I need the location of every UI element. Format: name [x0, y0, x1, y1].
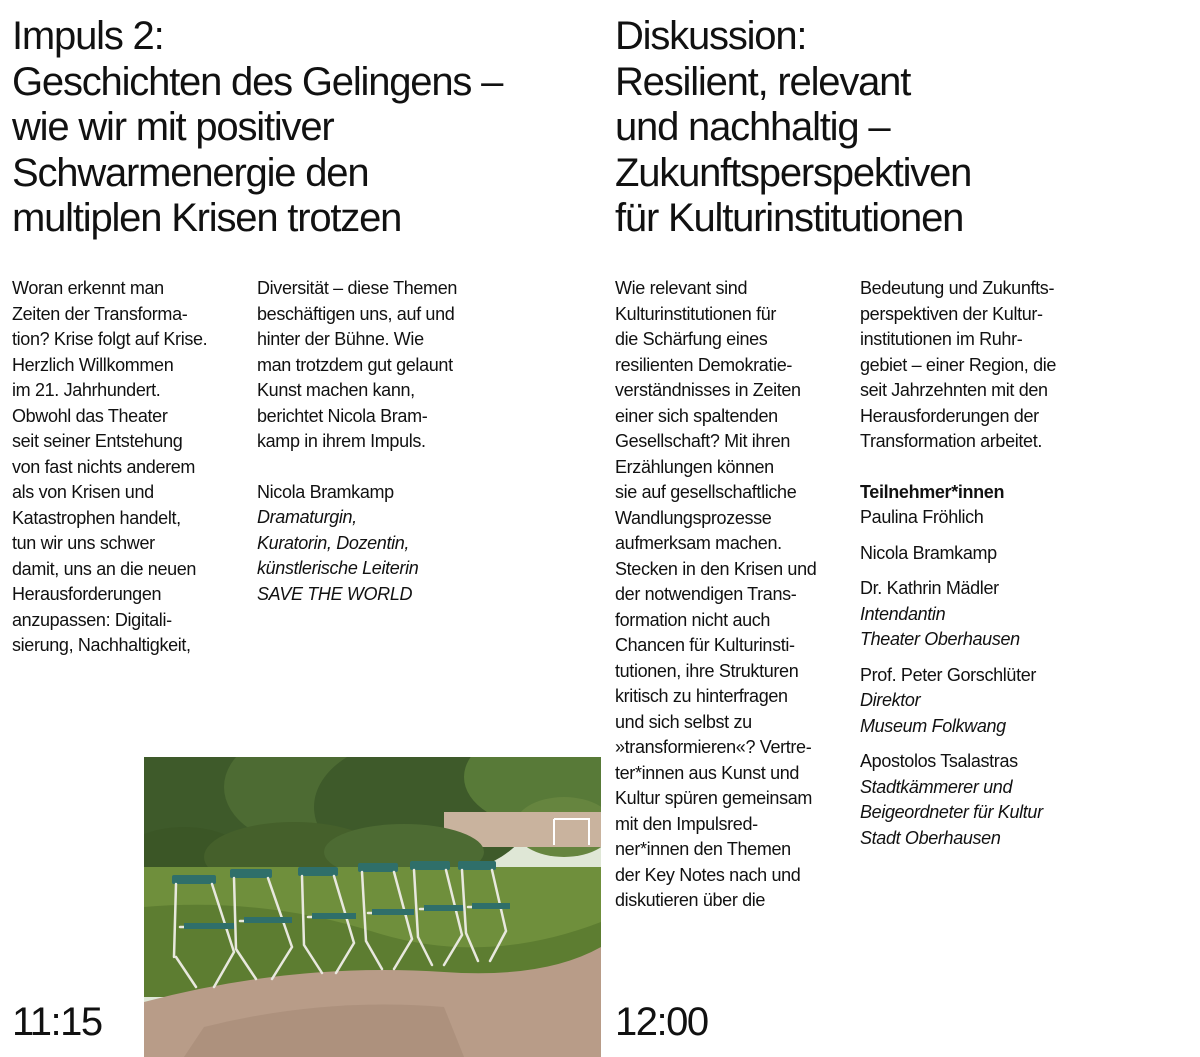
speaker-role: Kuratorin, Dozentin, — [257, 532, 410, 553]
participants-heading: Teilnehmer*innen — [860, 481, 1005, 502]
impulse-title-line: Geschichten des Gelingens – — [12, 59, 503, 104]
spacer — [860, 531, 1190, 541]
body-line: sie auf gesellschaftliche — [615, 482, 797, 502]
impulse-body-column-2 — [257, 276, 497, 607]
body-line: anzupassen: Digitali- — [12, 609, 172, 630]
impulse-title — [12, 14, 502, 242]
body-line: Woran erkennt man — [12, 278, 164, 298]
body-line: formation nicht auch — [615, 609, 771, 630]
body-line: Transformation arbeitet. — [860, 431, 1043, 451]
discussion-title-line: Diskussion: — [615, 14, 807, 58]
body-line: damit, uns an die neuen — [12, 558, 197, 579]
body-line: aufmerksam machen. — [615, 533, 782, 553]
spacer — [860, 566, 1190, 576]
body-line: resilienten Demokratie- — [615, 354, 793, 375]
spacer — [257, 455, 497, 480]
impulse-title-line: Impuls 2: — [12, 14, 164, 58]
body-line: »transformieren«? Vertre- — [615, 737, 812, 757]
discussion-body-column-1 — [615, 276, 855, 914]
body-line: ter*innen aus Kunst und — [615, 762, 800, 783]
body-line: tutionen, ihre Strukturen — [615, 660, 799, 681]
participant-name: Dr. Kathrin Mädler — [860, 578, 999, 598]
participant-name: Apostolos Tsalastras — [860, 751, 1018, 771]
body-line: im 21. Jahrhundert. — [12, 380, 161, 400]
impulse-title-line: Schwarmenergie den — [12, 150, 369, 195]
discussion-title — [615, 14, 971, 242]
body-line: Obwohl das Theater — [12, 405, 168, 426]
body-line: der notwendigen Trans- — [615, 584, 797, 604]
participant-role: Stadtkämmerer und — [860, 776, 1013, 797]
body-line: man trotzdem gut gelaunt — [257, 354, 453, 375]
body-line: Herausforderungen der — [860, 405, 1039, 426]
spacer — [860, 739, 1190, 749]
participant-name: Paulina Fröhlich — [860, 507, 984, 527]
body-line: gebiet – einer Region, die — [860, 354, 1057, 375]
body-line: Chancen für Kulturinsti- — [615, 635, 795, 655]
body-line: Wandlungsprozesse — [615, 507, 772, 528]
discussion-title-line: und nachhaltig – — [615, 105, 890, 149]
discussion-title-line: Zukunftsperspektiven — [615, 150, 972, 195]
body-line: perspektiven der Kultur- — [860, 303, 1043, 324]
body-line: Diversität – diese Themen — [257, 278, 458, 298]
participant-role: Intendantin — [860, 603, 946, 624]
impulse-title-line: wie wir mit positiver — [12, 105, 334, 149]
body-line: institutionen im Ruhr- — [860, 329, 1023, 349]
participant-role: Museum Folkwang — [860, 715, 1006, 736]
body-line: tion? Krise folgt auf Krise. — [12, 329, 208, 349]
speaker-role: künstlerische Leiterin — [257, 558, 419, 578]
speaker-name: Nicola Bramkamp — [257, 481, 394, 502]
body-line: Herausforderungen — [12, 584, 162, 604]
spacer — [860, 653, 1190, 663]
impulse-title-line: multiplen Krisen trotzen — [12, 196, 402, 240]
body-line: diskutieren über die — [615, 890, 766, 910]
body-line: Stecken in den Krisen und — [615, 558, 817, 579]
participant-role: Theater Oberhausen — [860, 629, 1020, 649]
body-line: kritisch zu hinterfragen — [615, 686, 788, 706]
body-line: als von Krisen und — [12, 482, 154, 502]
discussion-body-column-2 — [860, 276, 1190, 851]
participant-name: Nicola Bramkamp — [860, 542, 997, 563]
impulse-body-column-1 — [12, 276, 248, 659]
speaker-role: SAVE THE WORLD — [257, 583, 413, 604]
body-line: ner*innen den Themen — [615, 839, 791, 859]
body-line: sierung, Nachhaltigkeit, — [12, 635, 191, 655]
park-chairs-photo — [144, 757, 601, 1057]
body-line: Kultur spüren gemeinsam — [615, 788, 813, 808]
impulse-time: 11:15 — [12, 1000, 102, 1044]
body-line: und sich selbst zu — [615, 711, 752, 732]
body-line: kamp in ihrem Impuls. — [257, 431, 426, 451]
body-line: beschäftigen uns, auf und — [257, 303, 455, 324]
body-line: hinter der Bühne. Wie — [257, 329, 424, 349]
body-line: einer sich spaltenden — [615, 405, 778, 426]
body-line: seit Jahrzehnten mit den — [860, 380, 1048, 400]
body-line: mit den Impulsred- — [615, 813, 758, 834]
body-line: Zeiten der Transforma- — [12, 303, 188, 324]
body-line: der Key Notes nach und — [615, 864, 801, 885]
body-line: Katastrophen handelt, — [12, 507, 181, 528]
body-line: Kunst machen kann, — [257, 380, 415, 400]
body-line: seit seiner Entstehung — [12, 431, 183, 451]
discussion-title-line: für Kulturinstitutionen — [615, 196, 964, 240]
body-line: tun wir uns schwer — [12, 533, 155, 553]
body-line: Wie relevant sind — [615, 278, 748, 298]
discussion-time: 12:00 — [615, 1000, 708, 1044]
body-line: berichtet Nicola Bram- — [257, 405, 428, 426]
body-line: Bedeutung und Zukunfts- — [860, 278, 1055, 298]
body-line: Kulturinstitutionen für — [615, 303, 777, 324]
body-line: verständnisses in Zeiten — [615, 380, 801, 400]
participant-role: Beigeordneter für Kultur — [860, 802, 1043, 822]
body-line: von fast nichts anderem — [12, 456, 196, 477]
speaker-role: Dramaturgin, — [257, 507, 357, 527]
body-line: die Schärfung eines — [615, 329, 768, 349]
body-line: Gesellschaft? Mit ihren — [615, 431, 791, 451]
spacer — [860, 455, 1190, 480]
participant-role: Direktor — [860, 690, 921, 710]
participant-name: Prof. Peter Gorschlüter — [860, 664, 1037, 685]
body-line: Erzählungen können — [615, 456, 774, 477]
participant-role: Stadt Oberhausen — [860, 827, 1001, 848]
discussion-title-line: Resilient, relevant — [615, 59, 911, 104]
body-line: Herzlich Willkommen — [12, 354, 174, 375]
